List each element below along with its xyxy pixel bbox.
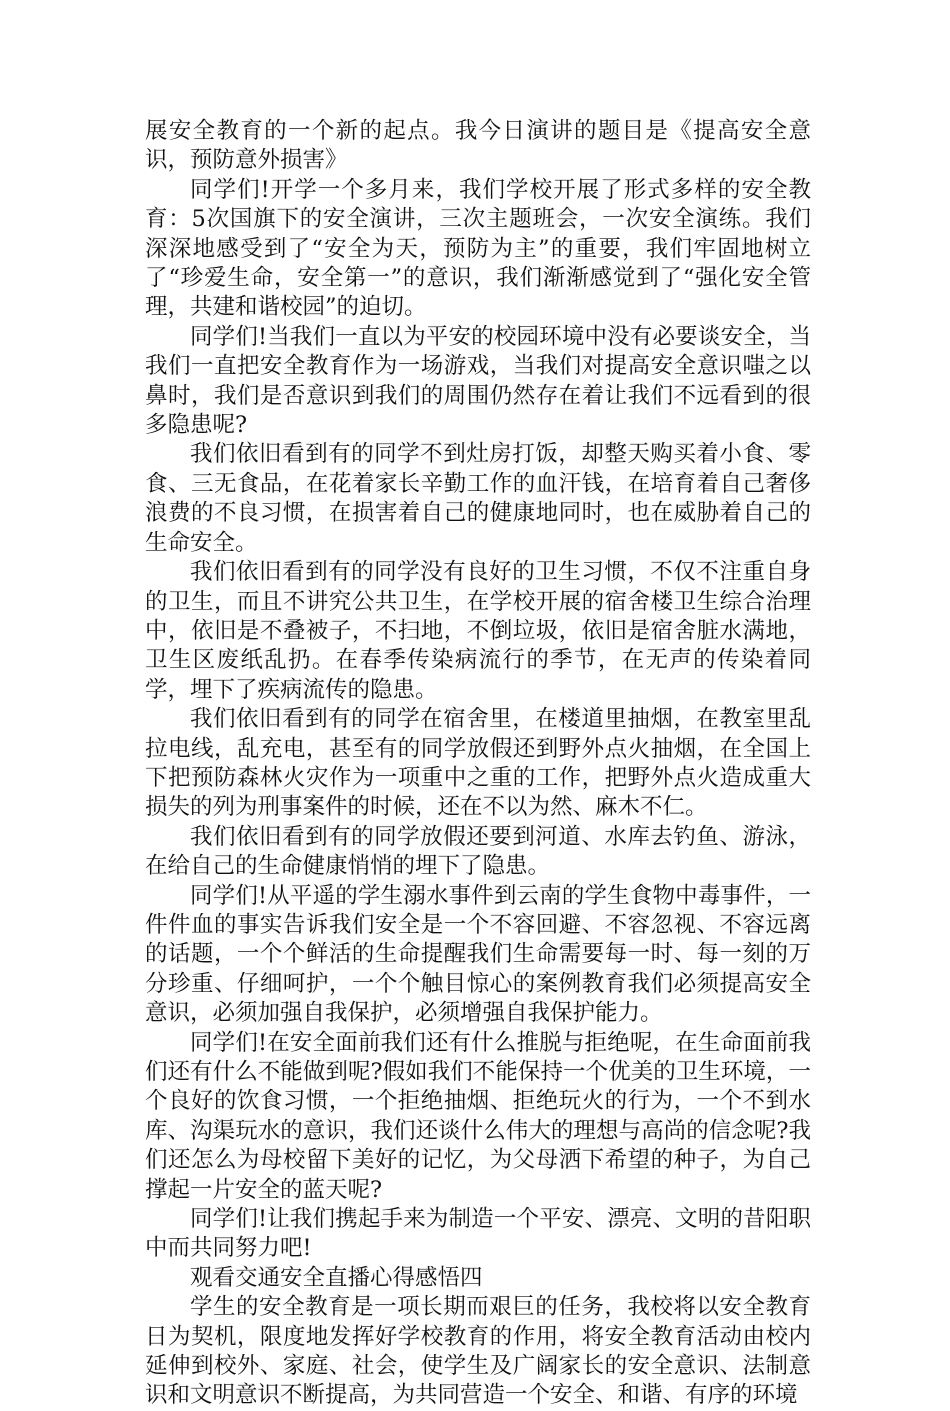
paragraph-call-to-action: 同学们!让我们携起手来为制造一个平安、漂亮、文明的昔阳职中而共同努力吧! bbox=[145, 1206, 811, 1262]
paragraph-snack-food: 我们依旧看到有的同学不到灶房打饭，却整天购买着小食、零食、三无食品，在花着家长辛勤工作的血汗钱，在培育着自己奢侈浪费的不良习惯，在损害着自己的健康地同时，也在威胁着自己的生命安全。 bbox=[145, 441, 811, 556]
paragraph-fire-electric: 我们依旧看到有的同学在宿舍里，在楼道里抽烟，在教室里乱拉电线，乱充电，甚至有的同学放假还到野外点火抽烟，在全国上下把预防森林火灾作为一项重中之重的工作，把野外点火造成重大损失的列为刑事案件的时候，还在不以为然、麻木不仁。 bbox=[145, 706, 811, 821]
paragraph-intro: 展安全教育的一个新的起点。我今日演讲的题目是《提高安全意识，预防意外损害》 bbox=[145, 118, 811, 174]
paragraph-incidents: 同学们!从平遥的学生溺水事件到云南的学生食物中毒事件，一件件血的事实告诉我们安全是一个不容回避、不容忽视、不容远离的话题，一个个鲜活的生命提醒我们生命需要每一时、每一刻的万分珍重、仔细呵护，一个个触目惊心的案例教育我们必须提高安全意识，必须加强自我保护，必须增强自我保护能力。 bbox=[145, 882, 811, 1027]
paragraph-water-danger: 我们依旧看到有的同学放假还要到河道、水库去钓鱼、游泳，在给自己的生命健康悄悄的埋下了隐患。 bbox=[145, 823, 811, 880]
paragraph-hidden-dangers: 同学们!当我们一直以为平安的校园环境中没有必要谈安全，当我们一直把安全教育作为一场游戏，当我们对提高安全意识嗤之以鼻时，我们是否意识到我们的周围仍然存在着让我们不远看到的很多隐患呢? bbox=[145, 323, 811, 439]
document-page bbox=[145, 117, 811, 1411]
paragraph-final: 学生的安全教育是一项长期而艰巨的任务，我校将以安全教育日为契机，限度地发挥好学校教育的作用，将安全教育活动由校内延伸到校外、家庭、社会，使学生及广阔家长的安全意识、法制意识和文明意识不断提高，为共同营造一个安全、和谐、有序的环境 bbox=[145, 1294, 811, 1409]
paragraph-no-excuse: 同学们!在安全面前我们还有什么推脱与拒绝呢，在生命面前我们还有什么不能做到呢?假如我们不能保持一个优美的卫生环境，一个良好的饮食习惯，一个拒绝抽烟、拒绝玩火的行为，一个不到水库、沟渠玩水的意识，我们还谈什么伟大的理想与高尚的信念呢?我们还怎么为母校留下美好的记忆，为父母洒下希望的种子，为自己撑起一片安全的蓝天呢? bbox=[145, 1029, 811, 1203]
paragraph-hygiene: 我们依旧看到有的同学没有良好的卫生习惯，不仅不注重自身的卫生，而且不讲究公共卫生，在学校开展的宿舍楼卫生综合治理中，依旧是不叠被子，不扫地，不倒垃圾，依旧是宿舍脏水满地，卫生区废纸乱扔。在春季传染病流行的季节，在无声的传染着同学，埋下了疾病流传的隐患。 bbox=[145, 559, 811, 703]
paragraph-safety-activities: 同学们!开学一个多月来，我们学校开展了形式多样的安全教育：5次国旗下的安全演讲，三次主题班会，一次安全演练。我们深深地感受到了“安全为天，预防为主”的重要，我们牢固地树立了“珍爱生命，安全第一”的意识，我们渐渐感觉到了“强化安全管理，共建和谐校园”的迫切。 bbox=[145, 176, 811, 321]
section-heading: 观看交通安全直播心得感悟四 bbox=[190, 1264, 483, 1291]
